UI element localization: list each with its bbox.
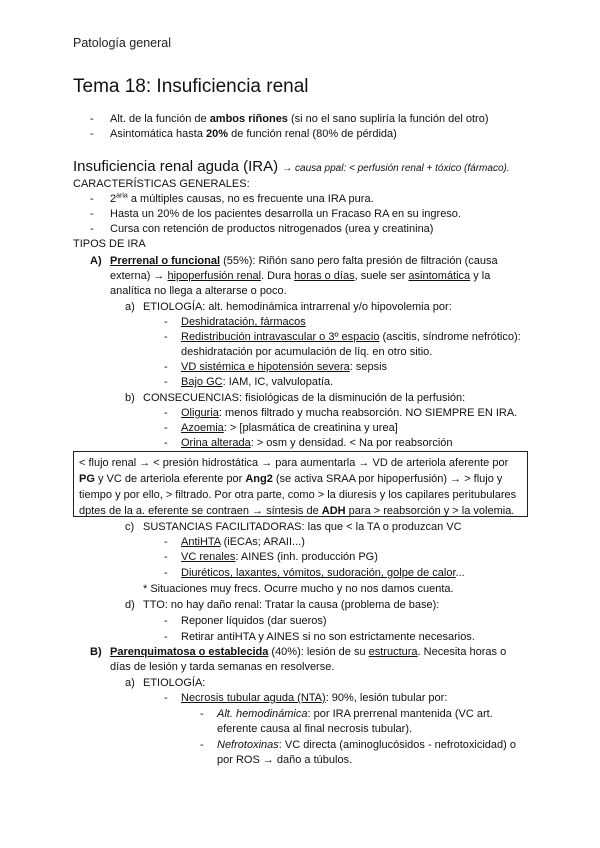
etiology-title: ETIOLOGÍA: (143, 677, 206, 689)
consequences-label: b) (125, 392, 135, 404)
sub-list-item: - (200, 708, 204, 720)
types-title: TIPOS DE IRA (73, 238, 146, 250)
list-item: - Orina alterada: > osm y densidad. < Na por reabsorción (164, 437, 453, 449)
consequences-title: CONSECUENCIAS: fisiológicas de la disminución de la perfusión: (143, 392, 466, 404)
list-item: - AntiHTA (iECAs; ARAII...) (164, 536, 305, 548)
list-item: - Necrosis tubular aguda (NTA): 90%, lesión tubular por: (164, 692, 448, 704)
list-item: - Diuréticos, laxantes, vómitos, sudoración, golpe de calor... (164, 567, 465, 579)
list-item: - VD sistémica e hipotensión severa: sepsis (164, 361, 388, 373)
treatment-title: TTO: no hay daño renal: Tratar la causa (problema de base): (143, 599, 440, 611)
list-item: - Alt. de la función de ambos riñones (si no el sano supliría la función del otro) (90, 113, 489, 125)
list-item: - Deshidratación, fármacos (164, 316, 306, 328)
mechanism-box: < flujo renal → < presión hidrostática → para aumentarla → VD de arteriola aferente por PG y VC de arteriola eferente por Ang2 (se activa SRAA por hipoperfusión) → > flujo y tiempo y por ello, > filtrado. Por otra parte, como > la diuresis y los capilares peritubulares dptes de la a. eferente se contraen → síntesis de ADH para > reabsorción y > la volemia. (73, 451, 528, 517)
section-heading: Insuficiencia renal aguda (IRA) → causa ppal: < perfusión renal + tóxico (fármaco). (73, 158, 510, 175)
type-a-label: A) (90, 255, 102, 267)
page-title: Tema 18: Insuficiencia renal (73, 76, 309, 97)
type-b-description: Parenquimatosa o establecida (40%): lesión de su estructura. Necesita horas o días de lesión y tarda semanas en resolverse. (110, 646, 507, 673)
sub-list-text: Nefrotoxinas: VC directa (aminoglucósidos - nefrotoxicidad) o por ROS → daño a túbulos. (217, 739, 516, 766)
list-item-continuation: deshidratación por acumulación de líq. en otro sitio. (181, 346, 433, 358)
list-item: - Asintomática hasta 20% de función renal (80% de pérdida) (90, 128, 397, 140)
etiology-label: a) (125, 677, 135, 689)
list-item: - Cursa con retención de productos nitrogenados (urea y creatinina) (90, 223, 434, 235)
list-item: - Oliguria: menos filtrado y mucha reabsorción. NO SIEMPRE EN IRA. (164, 407, 518, 419)
list-item: - Reponer líquidos (dar sueros) (164, 615, 327, 627)
treatment-label: d) (125, 599, 135, 611)
list-item: - VC renales: AINES (inh. producción PG) (164, 551, 378, 563)
list-item: - Azoemia: > [plasmática de creatinina y urea] (164, 422, 398, 434)
type-a-description: Prerrenal o funcional (55%): Riñón sano pero falta presión de filtración (causa externa) → hipoperfusión renal. Dura horas o días, suele ser asintomática y la analítica no llega a alterarse o poco. (110, 255, 498, 297)
facilitating-note: * Situaciones muy frecs. Ocurre mucho y no nos damos cuenta. (143, 583, 454, 595)
sub-list-item: - (200, 739, 204, 751)
list-item: - Bajo GC: IAM, IC, valvulopatía. (164, 376, 334, 388)
list-item: - Hasta un 20% de los pacientes desarrolla un Fracaso RA en su ingreso. (90, 208, 461, 220)
facilitating-label: c) (125, 521, 135, 533)
list-item: - $2^{aria}$ a múltiples causas, no es frecuente una IRA pura. (90, 192, 374, 205)
section-note: → causa ppal: < perfusión renal + tóxico (fármaco). (282, 163, 510, 174)
page-header: Patología general (73, 36, 171, 50)
etiology-label: a) (125, 301, 135, 313)
sub-list-text: Alt. hemodinámica: por IRA prerrenal mantenida (VC art. eferente causa al final necrosis tubular). (217, 708, 493, 735)
list-item: - Retirar antiHTA y AINES si no son estrictamente necesarios. (164, 631, 475, 643)
list-item: - Redistribución intravascular o 3º espacio (ascitis, síndrome nefrótico): (164, 331, 521, 343)
type-b-label: B) (90, 646, 102, 658)
facilitating-title: SUSTANCIAS FACILITADORAS: las que < la TA o produzcan VC (143, 521, 462, 533)
etiology-title: ETIOLOGÍA: alt. hemodinámica intrarrenal y/o hipovolemia por: (143, 301, 452, 313)
characteristics-title: CARACTERÍSTICAS GENERALES: (73, 178, 250, 190)
